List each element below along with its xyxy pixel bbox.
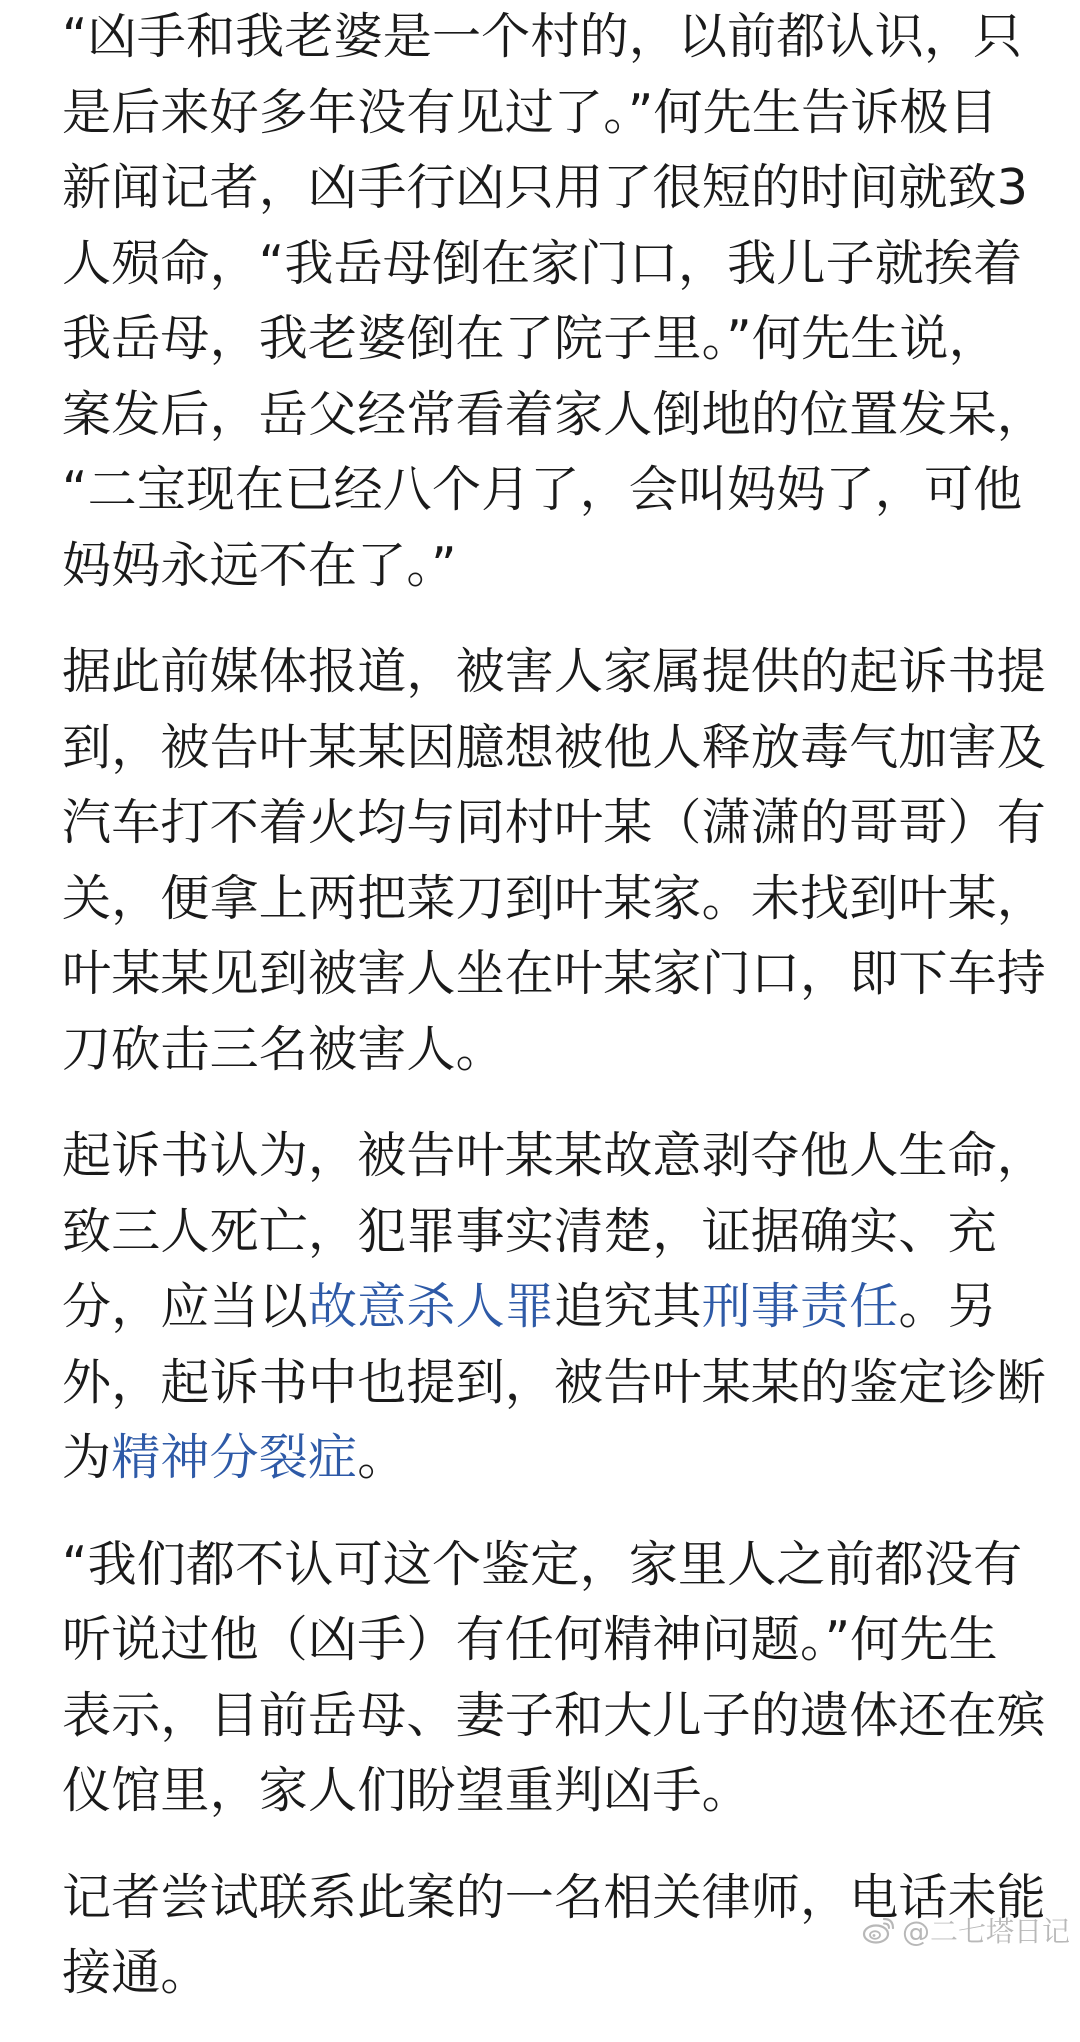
text-line: “二宝现在已经八个月了，会叫妈妈了，可他 xyxy=(62,461,1023,518)
text-line: 仪馆里，家人们盼望重判凶手。 xyxy=(62,1762,751,1819)
paragraph-3 xyxy=(62,1118,1047,1496)
text-line: 起诉书认为，被告叶某某故意剥夺他人生命， xyxy=(62,1127,1047,1184)
text-line: 叶某某见到被害人坐在叶某家门口，即下车持 xyxy=(62,945,1047,1002)
text-segment: 。另 xyxy=(898,1278,997,1335)
text-line: 关，便拿上两把菜刀到叶某家。未找到叶某， xyxy=(62,869,1047,927)
paragraph-1 xyxy=(62,0,1047,603)
text-segment: 。 xyxy=(357,1429,407,1486)
text-line: 刀砍击三名被害人。 xyxy=(62,1020,505,1078)
weibo-logo-icon xyxy=(862,1915,896,1945)
text-line: 表示，目前岳母、妻子和大儿子的遗体还在殡 xyxy=(62,1686,1047,1744)
article-body xyxy=(62,0,1047,2042)
text-line: 汽车打不着火均与同村叶某（潇潇的哥哥）有 xyxy=(62,794,1047,851)
text-line xyxy=(62,1269,1030,1345)
watermark-text: @二七塔日记 xyxy=(901,1915,1070,1948)
text-line: 致三人死亡，犯罪事实清楚，证据确实、充 xyxy=(62,1202,997,1260)
text-line: 妈妈永远不在了。” xyxy=(62,536,457,594)
paragraph-4 xyxy=(62,1527,1047,1829)
text-line: 人殒命，“我岳母倒在家门口，我儿子就挨着 xyxy=(62,234,1023,292)
text-segment: 分，应当以 xyxy=(62,1278,309,1335)
link-intentional-homicide[interactable]: 故意杀人罪 xyxy=(308,1278,555,1335)
text-line: 记者尝试联系此案的一名相关律师，电话未能 xyxy=(62,1868,1047,1926)
text-line: 新闻记者，凶手行凶只用了很短的时间就致3 xyxy=(62,159,1029,216)
text-segment: 为 xyxy=(62,1429,112,1486)
weibo-watermark xyxy=(862,1910,1070,1950)
text-line: 听说过他（凶手）有任何精神问题。”何先生 xyxy=(62,1611,998,1668)
text-line: 到，被告叶某某因臆想被他人释放毒气加害及 xyxy=(62,718,1047,776)
text-line: 外，起诉书中也提到，被告叶某某的鉴定诊断 xyxy=(62,1353,1047,1411)
text-line: “凶手和我老婆是一个村的，以前都认识，只 xyxy=(62,8,1023,65)
text-line: 据此前媒体报道，被害人家属提供的起诉书提 xyxy=(62,643,1047,700)
text-line: 案发后，岳父经常看着家人倒地的位置发呆， xyxy=(62,385,1047,443)
text-line: 我岳母，我老婆倒在了院子里。”何先生说， xyxy=(62,310,998,367)
text-segment: 追究其 xyxy=(554,1278,702,1335)
text-line xyxy=(62,1420,1030,1496)
text-line: 是后来好多年没有见过了。”何先生告诉极目 xyxy=(62,83,998,141)
paragraph-2 xyxy=(62,634,1047,1087)
link-schizophrenia[interactable]: 精神分裂症 xyxy=(111,1429,358,1486)
text-line: “我们都不认可这个鉴定，家里人之前都没有 xyxy=(62,1535,1023,1593)
link-criminal-liability[interactable]: 刑事责任 xyxy=(701,1278,899,1335)
text-line: 接通。 xyxy=(62,1944,210,2001)
